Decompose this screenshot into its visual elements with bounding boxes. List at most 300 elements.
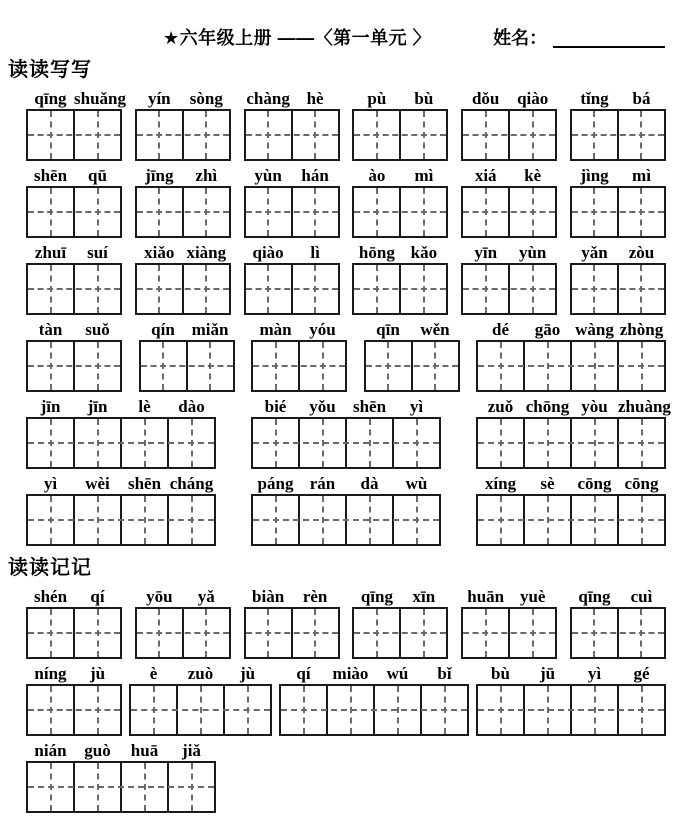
writing-cell [619,496,664,544]
word-group [135,587,231,659]
pinyin-syllable: jū [539,664,556,683]
writing-cell [131,686,178,734]
writing-cell [184,609,229,657]
pinyin-syllable: shēn [127,474,162,493]
writing-grid [570,607,666,659]
word-row [26,741,666,813]
writing-grid [244,186,340,238]
writing-cell [413,342,458,390]
word-group [476,474,666,546]
pinyin-syllable: huān [467,587,505,606]
pinyin-label [27,474,215,493]
word-group [129,664,272,736]
pinyin-syllable: yǎn [581,243,608,262]
writing-cell [572,496,619,544]
pinyin-syllable: qí [296,664,311,683]
section-read-write [0,53,696,546]
writing-grid [26,761,216,813]
writing-cell [401,265,446,313]
writing-cell [28,763,75,811]
writing-cell [300,342,345,390]
writing-grid [26,494,216,546]
word-group [135,166,231,238]
writing-cell [137,111,184,159]
pinyin-syllable: dào [178,397,205,416]
pinyin-syllable: rán [309,474,336,493]
pinyin-syllable: miào [332,664,369,683]
word-group [26,166,122,238]
writing-grid [135,607,231,659]
writing-cell [572,609,619,657]
section-rows [0,89,696,546]
word-group [139,320,235,392]
pinyin-syllable: tǐng [580,89,609,108]
pinyin-label [571,587,665,606]
writing-grid [251,340,347,392]
writing-grid [139,340,235,392]
writing-cell [510,265,555,313]
pinyin-syllable: cuì [630,587,653,606]
writing-cell [253,496,300,544]
writing-cell [463,111,510,159]
writing-cell [463,188,510,236]
writing-cell [28,686,75,734]
writing-grid [461,607,557,659]
word-group [352,243,448,315]
pinyin-syllable: biàn [252,587,285,606]
writing-cell [478,342,525,390]
pinyin-syllable: qīng [34,89,67,108]
word-group [26,320,122,392]
pinyin-syllable: màn [259,320,292,339]
writing-cell [246,609,293,657]
writing-grid [135,186,231,238]
pinyin-syllable: yùn [254,166,282,185]
writing-grid [26,417,216,469]
word-group [26,89,126,161]
pinyin-syllable: yīn [474,243,498,262]
pinyin-syllable: shén [33,587,68,606]
writing-cell [463,609,510,657]
pinyin-syllable: bá [632,89,651,108]
pinyin-syllable: yòu [581,397,608,416]
writing-grid [476,340,666,392]
writing-cell [422,686,467,734]
pinyin-syllable: miǎn [191,320,229,339]
pinyin-syllable: chàng [246,89,290,108]
writing-cell [75,188,120,236]
header [0,24,696,50]
writing-cell [137,188,184,236]
pinyin-label [27,664,121,683]
pinyin-syllable: qīn [376,320,400,339]
pinyin-syllable: yì [409,397,424,416]
pinyin-label [27,397,215,416]
pinyin-syllable: gé [633,664,650,683]
writing-grid [476,417,666,469]
writing-cell [525,686,572,734]
pinyin-label [136,587,230,606]
writing-cell [246,111,293,159]
word-group [244,89,340,161]
word-group [26,664,122,736]
writing-cell [619,609,664,657]
pinyin-syllable: qiào [517,89,549,108]
writing-cell [619,419,664,467]
word-group [476,397,671,469]
word-group [135,89,231,161]
writing-cell [75,763,122,811]
writing-grid [26,684,122,736]
writing-cell [246,188,293,236]
pinyin-syllable: yǎ [197,587,215,606]
pinyin-syllable: jù [239,664,256,683]
word-group [244,243,340,315]
pinyin-label [462,243,556,262]
pinyin-syllable: jīn [40,397,61,416]
pinyin-syllable: wèi [85,474,110,493]
writing-cell [510,188,555,236]
pinyin-syllable: zhòng [619,320,664,339]
pinyin-syllable: bù [414,89,434,108]
writing-cell [510,609,555,657]
writing-cell [619,265,664,313]
pinyin-label [353,587,447,606]
writing-grid [135,109,231,161]
writing-grid [352,607,448,659]
pinyin-syllable: qīng [578,587,611,606]
writing-cell [75,496,122,544]
writing-grid [461,263,557,315]
pinyin-syllable: dǒu [471,89,500,108]
writing-grid [352,186,448,238]
writing-grid [26,109,122,161]
writing-cell [394,419,439,467]
writing-grid [26,340,122,392]
pinyin-syllable: yì [43,474,58,493]
word-row [26,320,666,392]
writing-cell [122,419,169,467]
pinyin-label [140,320,234,339]
pinyin-label [245,89,339,108]
pinyin-syllable: zhì [195,166,218,185]
writing-grid [26,607,122,659]
pinyin-syllable: wú [386,664,409,683]
word-row [26,664,666,736]
pinyin-syllable: dà [360,474,379,493]
writing-cell [225,686,270,734]
writing-cell [184,111,229,159]
writing-grid [352,263,448,315]
writing-cell [394,496,439,544]
pinyin-syllable: è [149,664,158,683]
writing-cell [463,265,510,313]
writing-cell [525,496,572,544]
word-group [570,243,666,315]
pinyin-label [27,243,121,262]
pinyin-syllable: qiào [252,243,284,262]
pinyin-syllable: wěn [420,320,450,339]
writing-grid [364,340,460,392]
writing-cell [525,419,572,467]
pinyin-label [27,89,126,108]
writing-cell [572,265,619,313]
pinyin-syllable: jù [89,664,106,683]
writing-cell [28,609,75,657]
writing-cell [293,265,338,313]
pinyin-syllable: lì [310,243,320,262]
writing-cell [293,111,338,159]
pinyin-syllable: zhuàng [618,397,671,416]
word-group [26,741,216,813]
pinyin-syllable: nián [34,741,67,760]
writing-cell [246,265,293,313]
writing-cell [572,342,619,390]
writing-cell [619,342,664,390]
pinyin-syllable: mì [632,166,651,185]
writing-cell [28,111,75,159]
writing-cell [572,419,619,467]
pinyin-syllable: jīn [87,397,108,416]
word-row [26,587,666,659]
writing-cell [169,419,214,467]
writing-cell [28,419,75,467]
writing-cell [478,686,525,734]
writing-grid [244,109,340,161]
writing-cell [169,496,214,544]
writing-cell [75,609,120,657]
pinyin-syllable: xíng [484,474,517,493]
writing-grid [251,417,441,469]
word-group [476,664,666,736]
pinyin-label [571,166,665,185]
writing-grid [26,186,122,238]
writing-cell [75,111,120,159]
writing-grid [279,684,469,736]
writing-cell [510,111,555,159]
pinyin-label [252,397,440,416]
writing-grid [135,263,231,315]
section-read-remember [0,551,696,813]
writing-cell [375,686,422,734]
word-group [26,474,216,546]
writing-cell [253,419,300,467]
pinyin-syllable: chōng [525,397,570,416]
word-row [26,89,666,161]
writing-cell [401,188,446,236]
pinyin-syllable: yuè [519,587,546,606]
pinyin-label [27,741,215,760]
pinyin-label [27,587,121,606]
word-group [26,243,122,315]
pinyin-syllable: yōu [146,587,173,606]
writing-cell [347,419,394,467]
writing-cell [478,419,525,467]
pinyin-syllable: suǒ [85,320,110,339]
pinyin-syllable: xīn [412,587,436,606]
pinyin-syllable: yóu [309,320,336,339]
pinyin-label [477,397,671,416]
pinyin-syllable: páng [257,474,294,493]
writing-cell [169,763,214,811]
pinyin-syllable: hán [301,166,329,185]
pinyin-syllable: qí [90,587,105,606]
pinyin-syllable: bù [491,664,510,683]
page-title: ★六年级上册 ——〈第一单元 〉 [163,28,432,48]
pinyin-syllable: jīng [145,166,174,185]
word-group [26,587,122,659]
writing-cell [300,496,347,544]
writing-cell [281,686,328,734]
pinyin-label [365,320,459,339]
writing-cell [28,265,75,313]
writing-cell [572,188,619,236]
word-group [570,587,666,659]
writing-grid [244,263,340,315]
pinyin-syllable: kè [524,166,542,185]
pinyin-label [477,320,665,339]
word-group [251,320,347,392]
pinyin-syllable: shuǎng [74,89,126,108]
writing-cell [354,111,401,159]
pinyin-syllable: yín [147,89,171,108]
writing-cell [354,609,401,657]
writing-grid [129,684,272,736]
name-label: 姓名： [493,28,548,48]
writing-cell [188,342,233,390]
pinyin-syllable: gāo [534,320,561,339]
writing-grid [26,263,122,315]
pinyin-label [462,587,556,606]
pinyin-label [245,243,339,262]
pinyin-syllable: bǐ [437,664,452,683]
pinyin-label [477,664,665,683]
writing-grid [570,186,666,238]
pinyin-syllable: pù [367,89,387,108]
writing-cell [572,686,619,734]
writing-cell [178,686,225,734]
pinyin-label [136,166,230,185]
word-group [461,587,557,659]
word-group [251,474,441,546]
pinyin-syllable: sòng [189,89,223,108]
writing-cell [354,265,401,313]
pinyin-label [280,664,468,683]
word-group [364,320,460,392]
writing-grid [461,109,557,161]
pinyin-label [245,587,339,606]
pinyin-syllable: zhuī [34,243,67,262]
writing-cell [619,188,664,236]
pinyin-syllable: bié [264,397,287,416]
writing-cell [28,342,75,390]
writing-cell [137,265,184,313]
pinyin-label [27,166,121,185]
pinyin-label [571,89,665,108]
pinyin-syllable: wù [405,474,428,493]
pinyin-syllable: tàn [38,320,63,339]
section-title: 读读写写 [8,59,92,81]
pinyin-syllable: zòu [628,243,655,262]
pinyin-syllable: wàng [575,320,614,339]
pinyin-label [252,474,440,493]
pinyin-syllable: jìng [580,166,609,185]
pinyin-syllable: lè [138,397,151,416]
writing-grid [570,263,666,315]
pinyin-syllable: shēn [352,397,387,416]
word-group [461,166,557,238]
writing-cell [75,265,120,313]
writing-cell [354,188,401,236]
pinyin-syllable: rèn [302,587,328,606]
word-group [461,243,557,315]
writing-grid [570,109,666,161]
section-rows [0,587,696,813]
pinyin-label [27,320,121,339]
pinyin-syllable: dé [492,320,509,339]
pinyin-label [136,243,230,262]
writing-grid [476,494,666,546]
word-group [476,320,666,392]
writing-cell [478,496,525,544]
pinyin-label [462,166,556,185]
pinyin-syllable: suí [87,243,108,262]
pinyin-label [136,89,230,108]
pinyin-label [130,664,271,683]
pinyin-syllable: qū [88,166,107,185]
word-group [26,397,216,469]
writing-cell [253,342,300,390]
pinyin-syllable: yùn [518,243,547,262]
pinyin-syllable: shēn [33,166,68,185]
writing-cell [28,496,75,544]
pinyin-label [571,243,665,262]
writing-cell [184,188,229,236]
writing-cell [122,496,169,544]
pinyin-syllable: cōng [624,474,659,493]
pinyin-label [245,166,339,185]
writing-grid [476,684,666,736]
writing-cell [75,342,120,390]
word-group [461,89,557,161]
writing-cell [619,111,664,159]
writing-cell [401,111,446,159]
writing-cell [75,419,122,467]
pinyin-syllable: cōng [577,474,612,493]
pinyin-syllable: qín [151,320,175,339]
pinyin-syllable: sè [540,474,555,493]
word-group [352,166,448,238]
word-group [570,166,666,238]
word-group [352,587,448,659]
pinyin-label [353,166,447,185]
pinyin-syllable: xiá [474,166,497,185]
writing-grid [461,186,557,238]
writing-cell [293,609,338,657]
writing-cell [300,419,347,467]
pinyin-syllable: xiàng [186,243,227,262]
word-row [26,474,666,546]
writing-cell [525,342,572,390]
writing-cell [347,496,394,544]
writing-cell [366,342,413,390]
word-row [26,243,666,315]
word-group [244,166,340,238]
writing-cell [137,609,184,657]
writing-grid [244,607,340,659]
writing-grid [352,109,448,161]
pinyin-syllable: zuò [187,664,214,683]
